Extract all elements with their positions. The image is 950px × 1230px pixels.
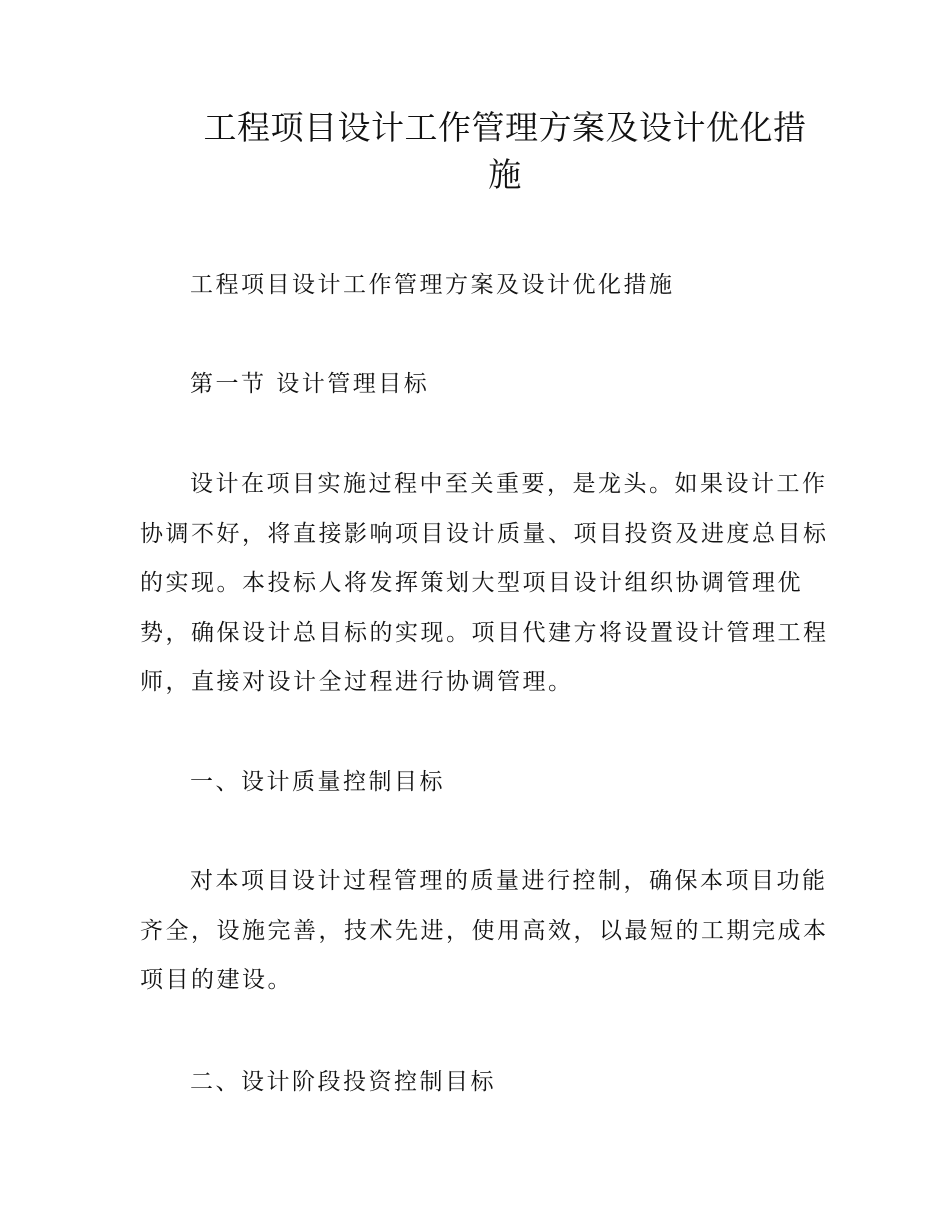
- section-heading: 第一节 设计管理目标: [190, 371, 430, 397]
- heading-quality-control: 一、设计质量控制目标: [190, 769, 445, 795]
- intro-paragraph: 设计在项目实施过程中至关重要，是龙头。如果设计工作协调不好，将直接影响项目设计质量、项目投资及进度总目标的实现。本投标人将发挥策划大型项目设计组织协调管理优势，确保设计总目标的实现。项目代建方将设置设计管理工程师，直接对设计全过程进行协调管理。: [140, 471, 829, 695]
- document-title: 工程项目设计工作管理方案及设计优化措施: [203, 108, 807, 194]
- quality-control-paragraph: 对本项目设计过程管理的质量进行控制，确保本项目功能齐全，设施完善，技术先进，使用高效，以最短的工期完成本项目的建设。: [140, 868, 829, 993]
- document-subtitle: 工程项目设计工作管理方案及设计优化措施: [190, 272, 675, 298]
- heading-investment-control: 二、设计阶段投资控制目标: [190, 1069, 496, 1095]
